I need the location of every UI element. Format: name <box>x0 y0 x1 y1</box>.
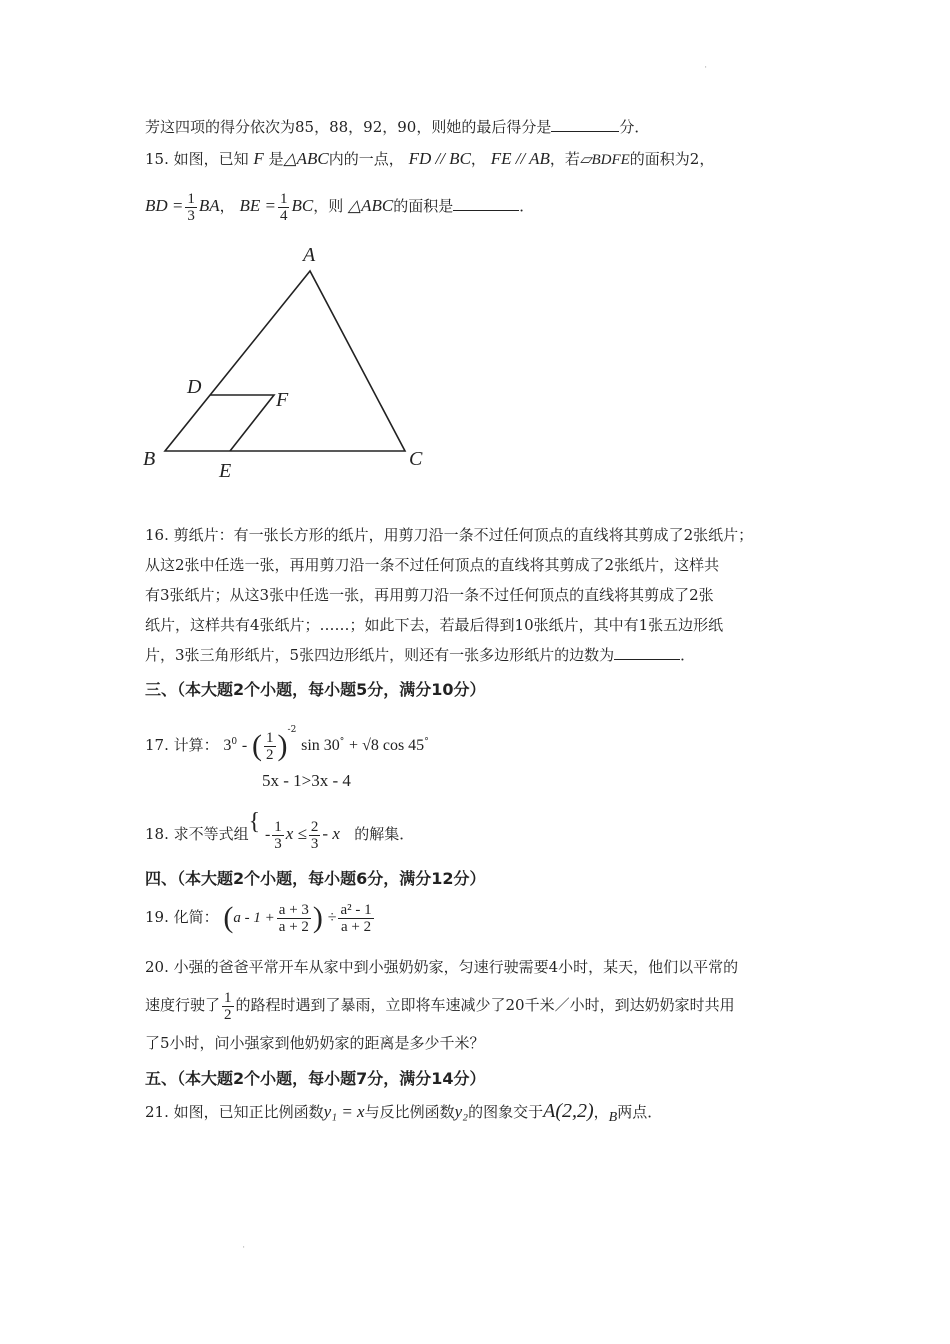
q20-line2: 速度行驶了 $\frac{1}{2}$ 的路程时遇到了暴雨，立即将车速减少了20千米／小时，到达奶奶家时共用 <box>145 989 735 1023</box>
label-c: C <box>409 448 423 470</box>
fraction-one-third: $\frac{1}{3}$ <box>187 190 195 224</box>
fraction-one-half: $\frac{1}{2}$ <box>224 989 232 1023</box>
label-f: F <box>276 389 289 411</box>
q16-line3: 有3张纸片；从这3张中任选一张，再用剪刀沿一条不过任何顶点的直线将其剪成了2张 <box>145 586 714 604</box>
q16-line1: 16. 剪纸片：有一张长方形的纸片，用剪刀沿一条不过任何顶点的直线将其剪成了2张纸片； <box>145 526 754 544</box>
label-a: A <box>303 244 316 266</box>
fraction-one-third: $\frac{1}{3}$ <box>274 818 282 852</box>
label-d: D <box>187 376 202 398</box>
fraction-two-thirds: $\frac{2}{3}$ <box>310 818 319 852</box>
fraction-one-quarter: $\frac{1}{4}$ <box>279 190 288 224</box>
section-three-heading: 三、（本大题2个小题，每小题5分，满分10分） <box>145 680 486 699</box>
triangle-abc <box>165 271 405 451</box>
q18-ineq1: 5x - 1>3x - 4 <box>262 771 351 790</box>
bottom-mark: ' <box>243 1246 245 1253</box>
fraction-a3-a2: $\frac{a + 3}{a + 2}$ <box>278 901 309 935</box>
label-b: B <box>143 448 156 470</box>
q15-line2: BD = $\frac{1}{3}$ BA， BE = $\frac{1}{4}$ BC，则 △ABC的面积是 ． <box>145 190 535 224</box>
q16-line4: 纸片，这样共有4张纸片；……；如此下去，若最后得到10张纸片，其中有1张五边形纸 <box>145 616 724 634</box>
section-four-heading: 四、（本大题2个小题，每小题6分，满分12分） <box>145 869 486 888</box>
q20-line1: 20. 小强的爸爸平常开车从家中到小强奶奶家，匀速行驶需要4小时，某天，他们以平常的 <box>145 958 739 976</box>
fraction-a2m1-a2: $\frac{\text{a² - 1}}{a + 2}$ <box>340 901 372 935</box>
q14-tail-line: 芳这四项的得分依次为85，88，92，90，则她的最后得分是 分． <box>145 118 650 136</box>
parallelogram-dfe <box>210 395 274 451</box>
q15-line1: 15. 如图，已知 F 是△ABC内的一点， FD // BC， FE // AB，若▱BDFE的面积为2， <box>145 149 715 168</box>
q21-line: 21. 如图，已知正比例函数y₁ = x与反比例函数y₂的图象交于A(2,2)，B两点． <box>145 1100 663 1125</box>
section-five-heading: 五、（本大题2个小题，每小题7分，满分14分） <box>145 1069 486 1088</box>
triangle-figure <box>135 238 445 488</box>
q19-line: 19. 化简： (a - 1 + $\frac{a + 3}{a + 2}$ ) ÷ $\frac{\text{a² - 1}}{a + 2}$ <box>145 901 372 935</box>
q16-line5: 片，3张三角形纸片，5张四边形纸片，则还有一张多边形纸片的边数为 ． <box>145 646 696 664</box>
q18-line: 18. 求不等式组{ - $\frac{1}{3}$ x ≤ $\frac{2}{3}$ - x 的解集． <box>145 809 415 852</box>
corner-mark: ' <box>705 66 707 73</box>
q20-line3: 了5小时，问小强家到他奶奶家的距离是多少千米？ <box>145 1034 485 1052</box>
answer-blank[interactable] <box>614 645 680 660</box>
q16-line2: 从这2张中任选一张，再用剪刀沿一条不过任何顶点的直线将其剪成了2张纸片，这样共 <box>145 556 720 574</box>
answer-blank[interactable] <box>551 117 619 132</box>
q17-line: 17. 计算： $3^0$ - ( $\frac{1}{2}$ )$^{-2}$ sin 30° + √8 cos 45° <box>145 725 429 763</box>
answer-blank[interactable] <box>453 196 519 211</box>
fraction-one-half: $\frac{1}{2}$ <box>266 729 274 763</box>
label-e: E <box>219 460 232 482</box>
